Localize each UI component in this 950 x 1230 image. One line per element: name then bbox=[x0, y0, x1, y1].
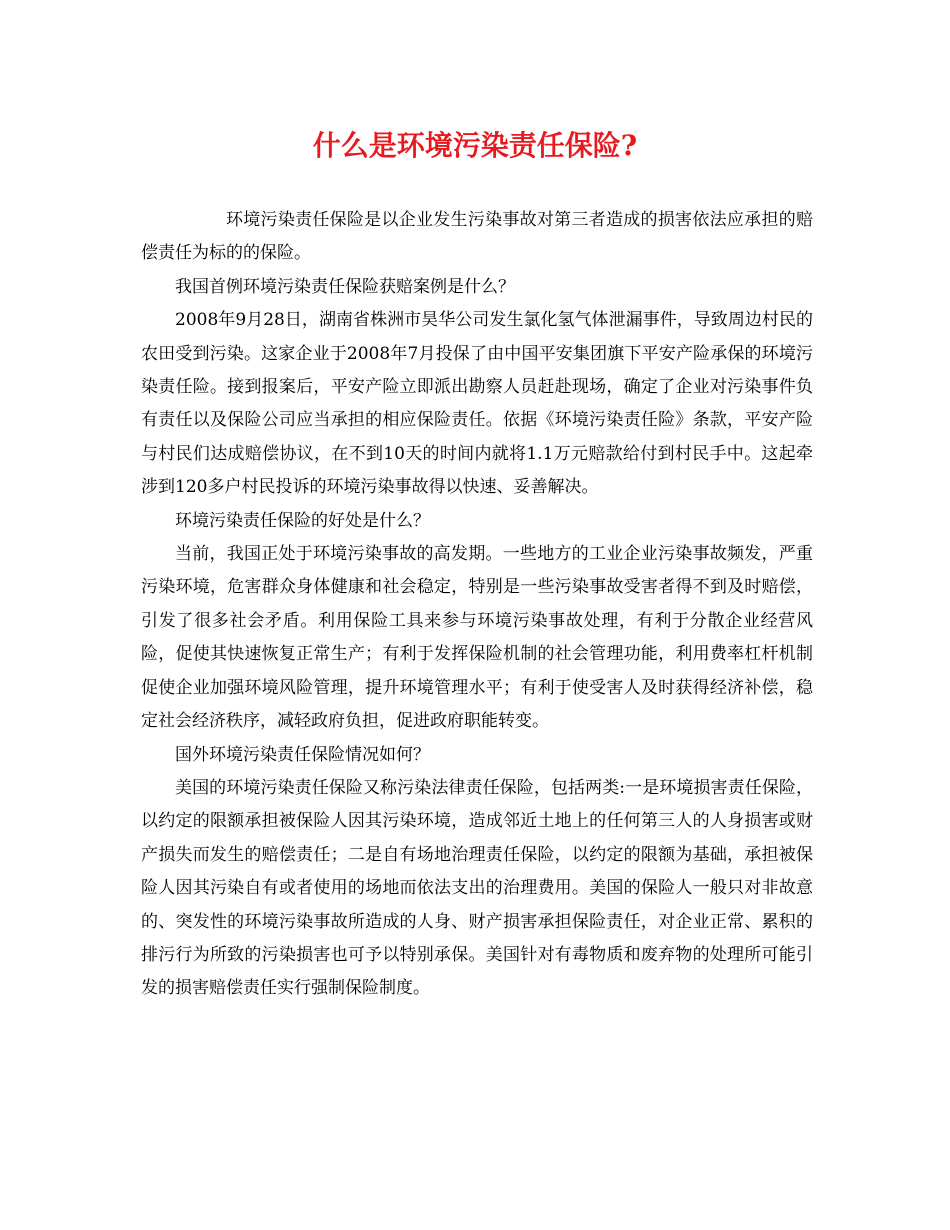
document-title: 什么是环境污染责任保险? bbox=[312, 129, 638, 162]
paragraph-benefits: 当前，我国正处于环境污染事故的高发期。一些地方的工业企业污染事故频发，严重污染环境，危害群众身体健康和社会稳定，特别是一些污染事故受害者得不到及时赔偿，引发了很多社会矛盾。利用保险工具来参与环境污染事故处理，有利于分散企业经营风险，促使其快速恢复正常生产；有利于发挥保险机制的社会管理功能，利用费率杠杆机制促使企业加强环境风险管理，提升环境管理水平；有利于使受害人及时获得经济补偿，稳定社会经济秩序，减轻政府负担，促进政府职能转变。 bbox=[141, 544, 813, 732]
question-benefits: 环境污染责任保险的好处是什么？ bbox=[175, 510, 430, 531]
paragraph-definition: 环境污染责任保险是以企业发生污染事故对第三者造成的损害依法应承担的赔偿责任为标的的保险。 bbox=[141, 210, 813, 264]
paragraph-first-case: 2008年9月28日，湖南省株洲市昊华公司发生氯化氢气体泄漏事件，导致周边村民的农田受到污染。这家企业于2008年7月投保了由中国平安集团旗下平安产险承保的环境污染责任险。接到报案后，平安产险立即派出勘察人员赶赴现场，确定了企业对污染事件负有责任以及保险公司应当承担的相应保险责任。依据《环境污染责任险》条款，平安产险与村民们达成赔偿协议，在不到10天的时间内就将1.1万元赔款给付到村民手中。这起牵涉到120多户村民投诉的环境污染事故得以快速、妥善解决。 bbox=[141, 310, 813, 498]
question-foreign: 国外环境污染责任保险情况如何？ bbox=[175, 744, 430, 765]
paragraph-foreign: 美国的环境污染责任保险又称污染法律责任保险，包括两类:一是环境损害责任保险，以约定的限额承担被保险人因其污染环境，造成邻近土地上的任何第三人的人身损害或财产损失而发生的赔偿责任；二是自有场地治理责任保险，以约定的限额为基础，承担被保险人因其污染自有或者使用的场地而依法支出的治理费用。美国的保险人一般只对非故意的、突发性的环境污染事故所造成的人身、财产损害承担保险责任，对企业正常、累积的排污行为所致的污染损害也可予以特别承保。美国针对有毒物质和废弃物的处理所可能引发的损害赔偿责任实行强制保险制度。 bbox=[141, 777, 813, 999]
question-first-case: 我国首例环境污染责任保险获赔案例是什么？ bbox=[175, 276, 515, 297]
document-body bbox=[141, 204, 813, 1006]
